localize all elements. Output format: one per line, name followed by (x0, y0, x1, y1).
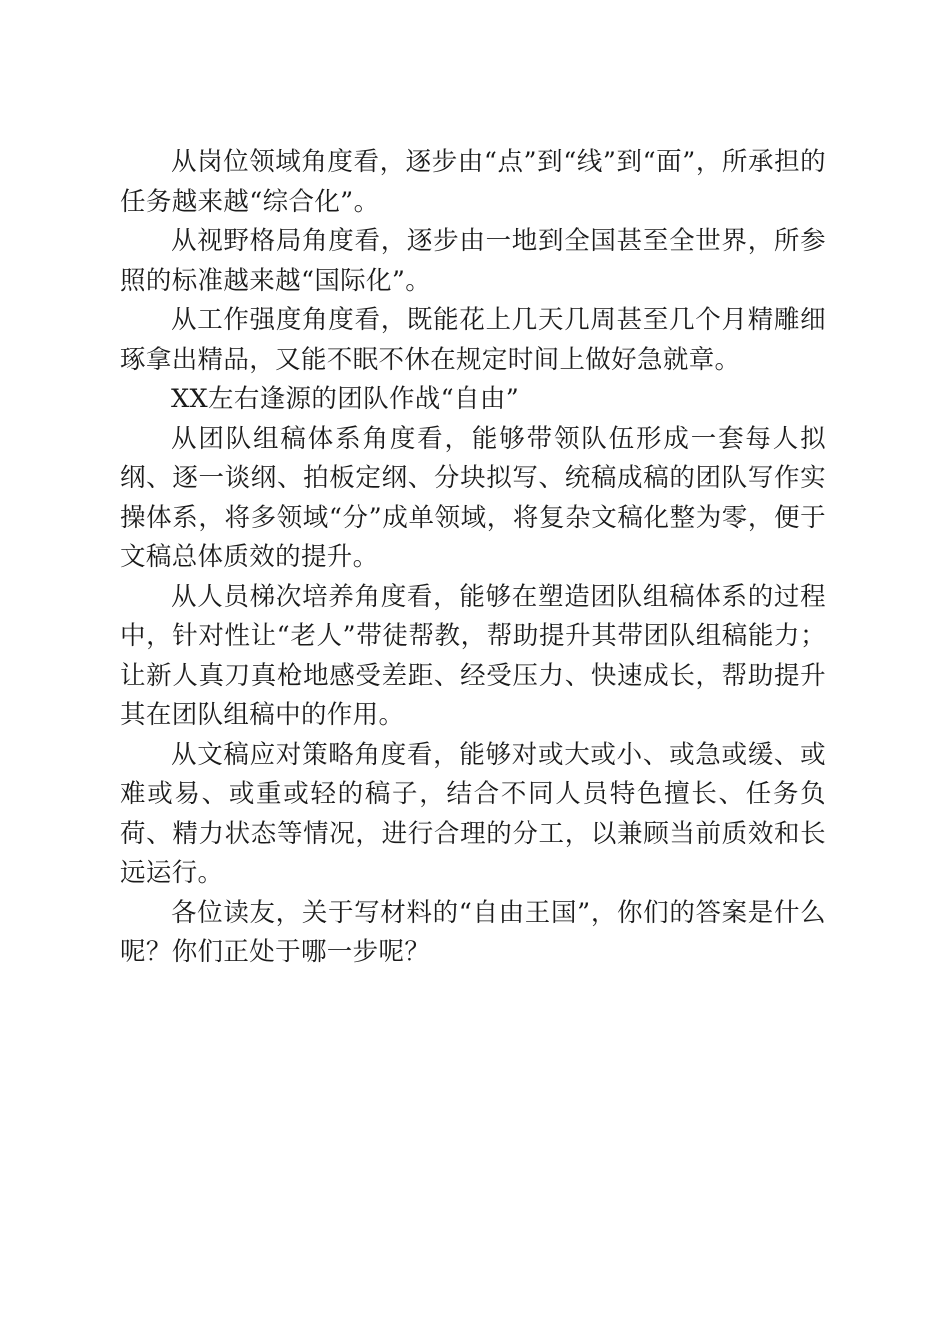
document-body (120, 143, 826, 973)
paragraph-team-system: 从团队组稿体系角度看，能够带领队伍形成一套每人拟纲、逐一谈纲、拍板定纲、分块拟写、统稿成稿的团队写作实操体系，将多领域“分”成单领域，将复杂文稿化整为零，便于文稿总体质效的提升。 (120, 423, 826, 572)
paragraph-vision-pattern: 从视野格局角度看，逐步由一地到全国甚至全世界，所参照的标准越来越“国际化”。 (120, 226, 826, 296)
paragraph-closing-question: 各位读友，关于写材料的“自由王国”，你们的答案是什么呢？你们正处于哪一步呢？ (120, 897, 826, 967)
paragraph-manuscript-strategy: 从文稿应对策略角度看，能够对或大或小、或急或缓、或难或易、或重或轻的稿子，结合不同人员特色擅长、任务负荷、精力状态等情况，进行合理的分工，以兼顾当前质效和长远运行。 (120, 739, 826, 888)
paragraph-position-domain: 从岗位领域角度看，逐步由“点”到“线”到“面”，所承担的任务越来越“综合化”。 (120, 147, 826, 217)
section-heading-team-freedom: XX左右逢源的团队作战“自由” (171, 384, 520, 414)
paragraph-staff-training: 从人员梯次培养角度看，能够在塑造团队组稿体系的过程中，针对性让“老人”带徒帮教，帮助提升其带团队组稿能力；让新人真刀真枪地感受差距、经受压力、快速成长，帮助提升其在团队组稿中的作用。 (120, 581, 826, 730)
paragraph-work-intensity: 从工作强度角度看，既能花上几天几周甚至几个月精雕细琢拿出精品，又能不眠不休在规定时间上做好急就章。 (120, 305, 826, 375)
